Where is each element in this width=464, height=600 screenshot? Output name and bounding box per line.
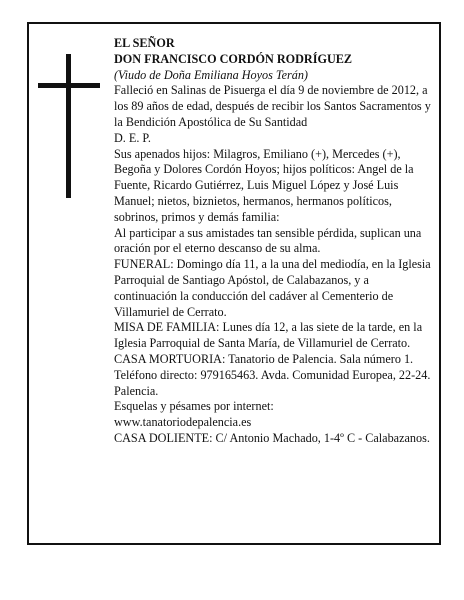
family-list: Sus apenados hijos: Milagros, Emiliano (+), Mercedes (+), Begoña y Dolores Cordón Hoyos; hijos políticos: Angel de la Fuente, Ricardo Gutiérrez, Luis Miguel López y José Luis Manuel; nietos, biznietos, hermanos, hermanos políticos, sobrinos, primos y demás familia: <box>114 146 414 224</box>
cross-horizontal-bar <box>38 83 100 88</box>
death-announcement: Falleció en Salinas de Pisuerga el día 9 de noviembre de 2012, a los 89 años de edad, después de recibir los Santos Sacramentos y la Bendición Apostólica de Su Santidad <box>114 83 431 129</box>
rip-line: D. E. P. <box>114 130 151 145</box>
internet-label: Esquelas y pésames por internet: <box>114 399 274 414</box>
latin-cross-icon <box>38 54 100 198</box>
funeral-info: FUNERAL: Domingo día 11, a la una del mediodía, en la Iglesia Parroquial de Santiago Apóstol, de Calabazanos, y a continuación la conducción del cadáver al Cementerio de Villamuriel de Cerrato. <box>114 257 431 319</box>
notice-title: EL SEÑOR <box>114 36 175 50</box>
widower-subtitle: (Viudo de Doña Emiliana Hoyos Terán) <box>114 67 308 82</box>
prayer-request: Al participar a sus amistades tan sensible pérdida, suplican una oración por el eterno descanso de su alma. <box>114 225 422 256</box>
cross-vertical-bar <box>66 54 71 198</box>
family-mass-info: MISA DE FAMILIA: Lunes día 12, a las siete de la tarde, en la Iglesia Parroquial de Santa María, de Villamuriel de Cerrato. <box>114 320 423 351</box>
mortuary-info: CASA MORTUORIA: Tanatorio de Palencia. Sala número 1. Teléfono directo: 979165463. Avda. Comunidad Europea, 22-24. Palencia. <box>114 351 431 398</box>
deceased-name: DON FRANCISCO CORDÓN RODRÍGUEZ <box>114 51 353 66</box>
mourning-house-info: CASA DOLIENTE: C/ Antonio Machado, 1-4º C - Calabazanos. <box>114 430 430 445</box>
internet-link[interactable]: www.tanatoriodepalencia.es <box>114 415 252 430</box>
obituary-text <box>114 36 432 447</box>
